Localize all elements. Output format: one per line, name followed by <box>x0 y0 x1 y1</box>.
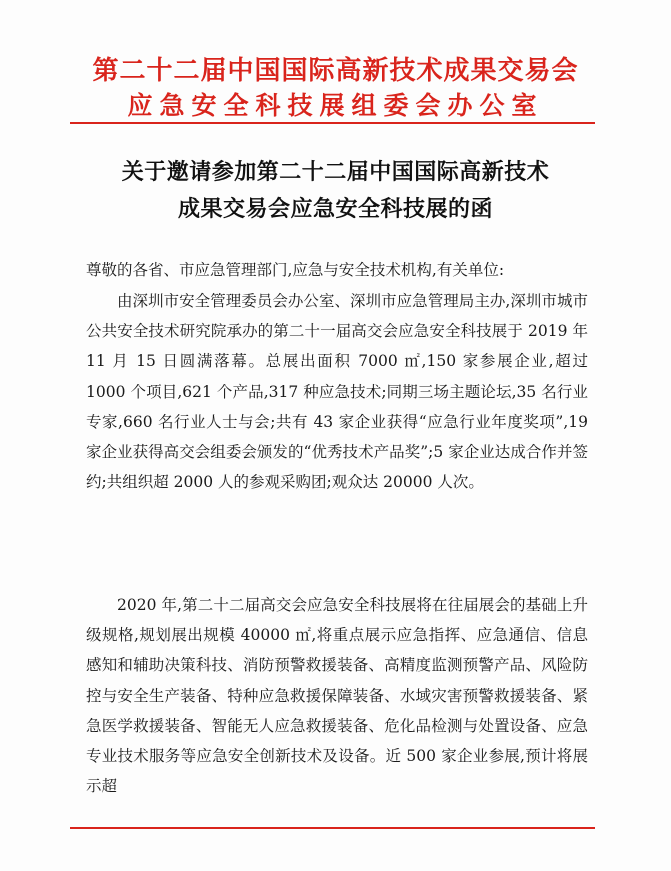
letterhead-divider <box>70 122 595 124</box>
body-paragraph-1: 由深圳市安全管理委员会办公室、深圳市应急管理局主办,深圳市城市公共安全技术研究院承办的第二十一届高交会应急安全科技展于 2019 年 11 月 15 日圆满落幕。总展出面积 7000 ㎡,150 家参展企业,超过 1000 个项目,621 个产品,317 种应急技术;同期三场主题论坛,35 名行业专家,660 名行业人士与会;共有 43 家企业获得“应急行业年度奖项”,19 家企业获得高交会组委会颁发的“优秀技术产品奖”;5 家企业达成合作并签约;共组织超 2000 人的参观采购团;观众达 20000 人次。 <box>86 292 588 492</box>
footer-divider <box>70 827 595 829</box>
letterhead-line-1: 第二十二届中国国际高新技术成果交易会 <box>92 56 579 86</box>
body-paragraph-2: 2020 年,第二十二届高交会应急安全科技展将在往届展会的基础上升级规格,规划展出规模 40000 ㎡,将重点展示应急指挥、应急通信、信息感知和辅助决策科技、消防预警救援装备、高精度监测预警产品、风险防控与安全生产装备、特种应急救援保障装备、水域灾害预警救援装备、紧急医学救援装备、智能无人应急救援装备、危化品检测与处置设备、应急专业技术服务等应急安全创新技术及设备。近 500 家企业参展,预计将展示超 <box>86 596 588 796</box>
letterhead-line-2: 应急安全科技展组委会办公室 <box>127 91 544 120</box>
salutation: 尊敬的各省、市应急管理部门,应急与安全技术机构,有关单位: <box>86 261 505 279</box>
document-title-line-1: 关于邀请参加第二十二届中国国际高新技术 <box>121 160 550 185</box>
document-title-line-2: 成果交易会应急安全科技展的函 <box>177 197 493 222</box>
